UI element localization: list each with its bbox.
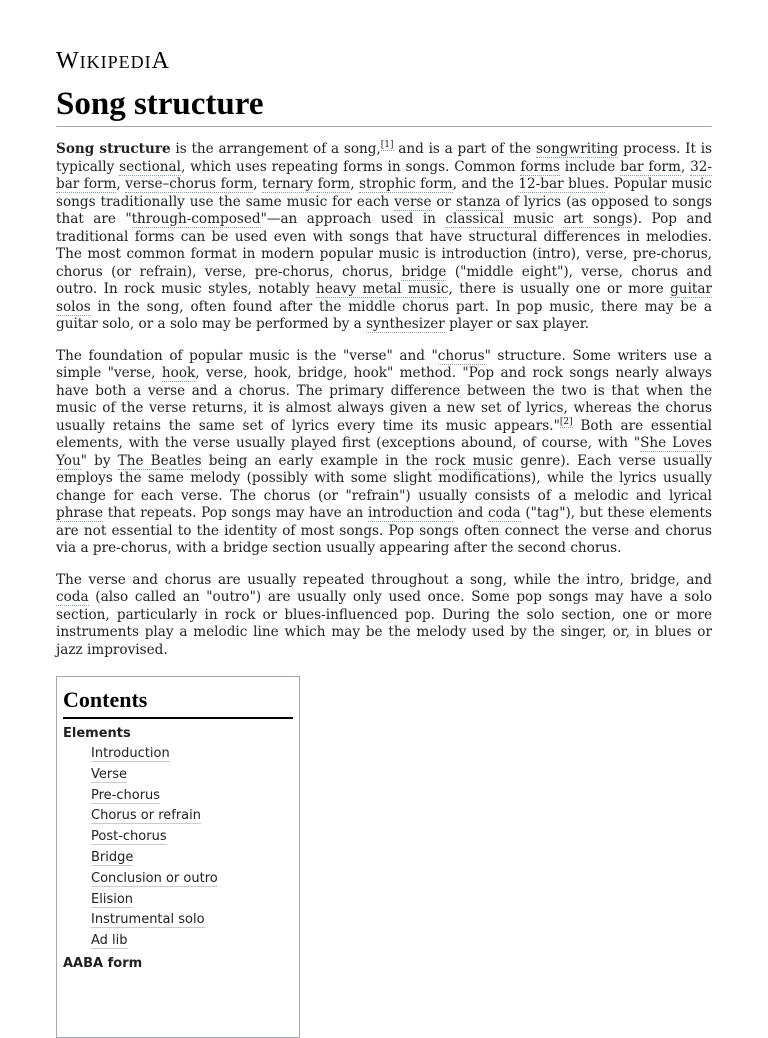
link-introduction[interactable]: introduction — [367, 505, 454, 521]
link-12-bar-blues[interactable]: 12-bar blues — [518, 176, 605, 192]
link-guitar-solos[interactable]: guitar solos — [56, 281, 712, 315]
link-songwriting[interactable]: songwriting — [535, 141, 619, 157]
toc-item-instrumental-solo[interactable]: Instrumental solo — [91, 912, 205, 928]
toc-item-pre-chorus[interactable]: Pre-chorus — [91, 787, 161, 803]
link-bar-form[interactable]: bar form — [620, 158, 681, 175]
toc-item-elision[interactable]: Elision — [91, 891, 134, 907]
link-strophic-form[interactable]: strophic form — [359, 176, 453, 192]
link-verse-chorus-form[interactable]: verse–chorus form — [125, 176, 254, 192]
link-ternary-form[interactable]: ternary form — [262, 176, 351, 192]
link-coda[interactable]: coda — [56, 589, 89, 605]
link-verse[interactable]: verse — [394, 193, 432, 210]
link-through-composed[interactable]: through-composed — [131, 211, 261, 227]
toc-list — [63, 722, 293, 974]
bold-term: Song structure — [56, 141, 171, 157]
toc-section-elements[interactable]: Elements — [63, 726, 131, 741]
citation-1 — [381, 140, 394, 151]
link-32-bar-form[interactable]: 32-bar form — [56, 158, 712, 192]
link-synthesizer[interactable]: synthesizer — [366, 316, 445, 332]
toc-item-post-chorus[interactable]: Post-chorus — [91, 829, 167, 845]
toc-section-aaba-form[interactable]: AABA form — [63, 955, 143, 971]
citation-link[interactable]: [2] — [559, 416, 573, 427]
link-classical-music[interactable]: classical music — [445, 211, 554, 227]
table-of-contents — [56, 676, 300, 1038]
page-title: Song structure — [56, 86, 264, 122]
toc-item-ad-lib[interactable]: Ad lib — [91, 933, 128, 949]
link-phrase[interactable]: phrase — [56, 505, 104, 521]
toc-item-conclusion-or-outro[interactable]: Conclusion or outro — [91, 870, 218, 886]
link-she-loves-you[interactable]: She Loves You — [56, 435, 712, 469]
link-chorus[interactable]: chorus — [437, 347, 485, 364]
toc-item-bridge[interactable]: Bridge — [91, 849, 134, 865]
toc-item-verse[interactable]: Verse — [91, 766, 127, 782]
citation-2 — [560, 417, 573, 428]
article-body — [56, 141, 712, 673]
toc-item-introduction[interactable]: Introduction — [91, 746, 170, 761]
toc-title: Contents — [63, 687, 293, 719]
paragraph-3: The verse and chorus are usually repeated throughout a song, while the intro, bridge, and coda (also called an "outro") are usually only used once. Some pop songs may have a solo section, particularly in rock or blues-influenced pop. During the solo section, one or more instruments play a melodic line which may be the melody used by the singer, or, in blues or jazz improvised. — [56, 571, 712, 658]
link-coda[interactable]: coda — [488, 505, 521, 521]
link-bridge[interactable]: bridge — [401, 263, 447, 280]
link-stanza[interactable]: stanza — [456, 193, 501, 210]
paragraph-1: Song structure is the arrangement of a song,[1] and is a part of the songwriting process. It is typically sectional, which uses repeating forms in songs. Common forms include bar form, 32-bar form, verse–chorus form, ternary form, strophic form, and the 12-bar blues. Popular music songs traditionally use the same music for each verse or stanza of lyrics (as opposed to songs that are "through-composed"—an approach used in classical music art songs). Pop and traditional forms can be used even with songs that have structural differences in melodies. The most common format in modern popular music is introduction (intro), verse, pre-chorus, chorus (or refrain), verse, pre-chorus, chorus, bridge ("middle eight"), verse, chorus and outro. In rock music styles, notably heavy metal music, there is usually one or more guitar solos in the song, often found after the middle chorus part. In pop music, there may be a guitar solo, or a solo may be performed by a synthesizer player or sax player. — [56, 140, 713, 332]
link-heavy-metal-music[interactable]: heavy metal music — [315, 281, 449, 297]
link-rock-music[interactable]: rock music — [434, 452, 514, 469]
link-forms[interactable]: forms — [520, 158, 560, 175]
toc-item-chorus-or-refrain[interactable]: Chorus or refrain — [91, 808, 201, 824]
link-art-songs[interactable]: art songs — [563, 211, 633, 227]
paragraph-2: The foundation of popular music is the "verse" and "chorus" structure. Some writers use a simple "verse, hook, verse, hook, bridge, hook" method. "Pop and rock songs nearly always have both a verse and a chorus. The primary difference between the two is that when the music of the verse returns, it is almost always given a new set of lyrics, whereas the chorus usually retains the same set of lyrics every time its music appears."[2] Both are essential elements, with the verse usually played first (exceptions abound, of course, with "She Loves You" by The Beatles being an early example in the rock music genre). Each verse usually employs the same melody (possibly with some slight modifications), while the lyrics usually change for each verse. The chorus (or "refrain") usually consists of a melodic and lyrical phrase that repeats. Pop songs may have an introduction and coda ("tag"), but these elements are not essential to the identity of most songs. Pop songs often connect the verse and chorus via a pre-chorus, with a bridge section usually appearing after the second chorus. — [56, 347, 712, 556]
link-sectional[interactable]: sectional — [119, 158, 181, 175]
citation-link[interactable]: [1] — [380, 140, 394, 151]
wikipedia-logo[interactable]: WIKIPEDIA — [56, 48, 170, 74]
link-the-beatles[interactable]: The Beatles — [117, 452, 202, 469]
link-hook[interactable]: hook — [161, 365, 196, 381]
title-divider — [56, 126, 712, 127]
